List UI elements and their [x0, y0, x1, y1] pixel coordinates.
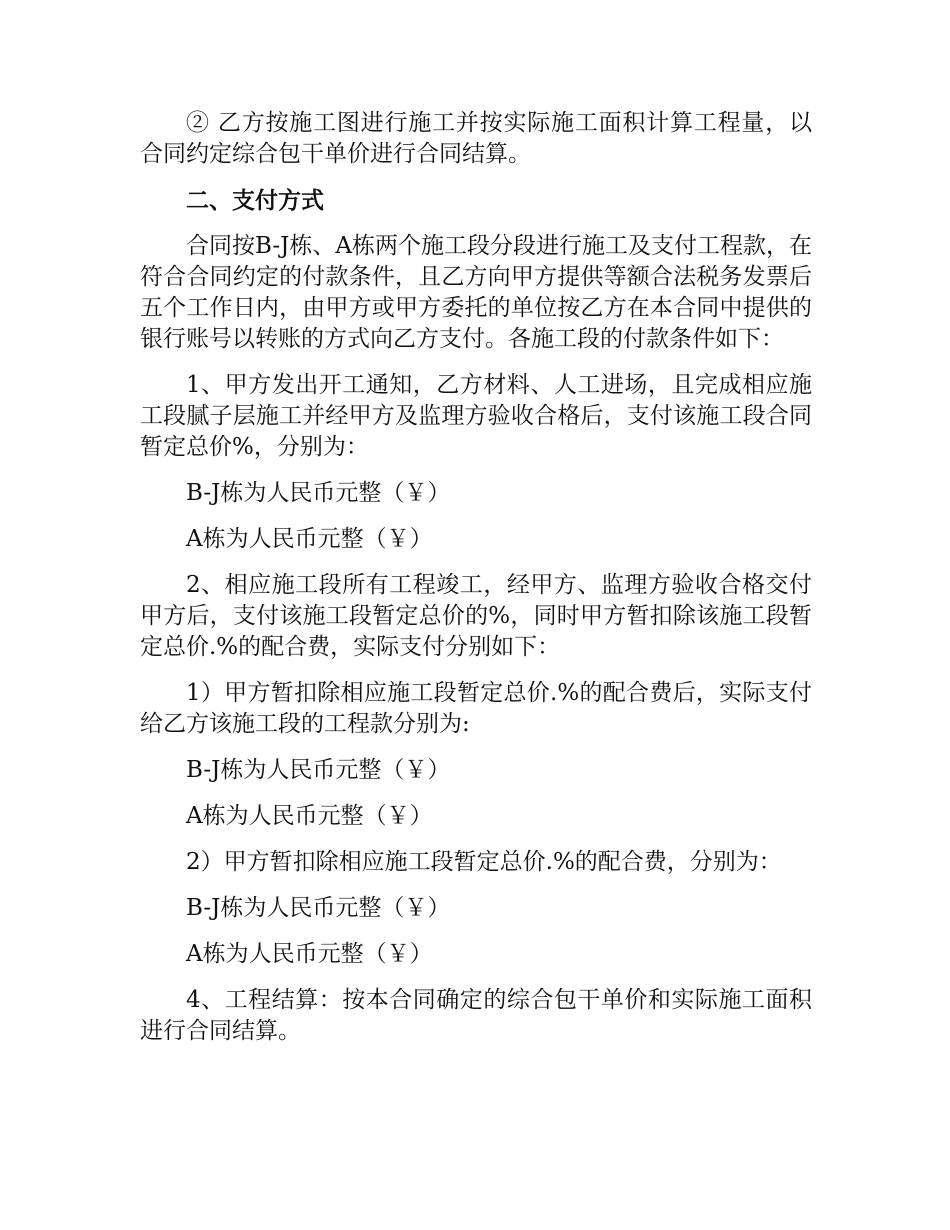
paragraph-payment-overview: 合同按B-J栋、A栋两个施工段分段进行施工及支付工程款，在符合合同约定的付款条件，且乙方向甲方提供等额合法税务发票后五个工作日内，由甲方或甲方委托的单位按乙方在本合同中提供的银行账号以转账的方式向乙方支付。各施工段的付款条件如下： — [140, 233, 812, 352]
paragraph-settlement-method: ② 乙方按施工图进行施工并按实际施工面积计算工程量，以合同约定综合包干单价进行合同结算。 — [140, 110, 812, 167]
paragraph-amount-bj-1: B-J栋为人民币元整（￥） — [186, 480, 451, 506]
paragraph-amount-bj-2: B-J栋为人民币元整（￥） — [186, 757, 451, 783]
paragraph-amount-bj-3: B-J栋为人民币元整（￥） — [186, 895, 451, 921]
paragraph-payment-term-2: 2、相应施工段所有工程竣工，经甲方、监理方验收合格交付甲方后，支付该施工段暂定总价的%，同时甲方暂扣除该施工段暂定总价.%的配合费，实际支付分别如下： — [140, 572, 812, 660]
paragraph-amount-a-3: A栋为人民币元整（￥） — [186, 941, 433, 967]
paragraph-payment-term-1: 1、甲方发出开工通知，乙方材料、人工进场，且完成相应施工段腻子层施工并经甲方及监理方验收合格后，支付该施工段合同暂定总价%，分别为： — [140, 372, 812, 460]
paragraph-final-settlement: 4、工程结算：按本合同确定的综合包干单价和实际施工面积进行合同结算。 — [140, 987, 812, 1044]
document-page — [140, 108, 812, 1062]
paragraph-subterm-1: 1）甲方暂扣除相应施工段暂定总价.%的配合费后，实际支付给乙方该施工段的工程款分别为: — [140, 680, 812, 737]
paragraph-amount-a-1: A栋为人民币元整（￥） — [186, 526, 433, 552]
paragraph-amount-a-2: A栋为人民币元整（￥） — [186, 803, 433, 829]
section-heading-payment: 二、支付方式 — [186, 187, 324, 214]
paragraph-subterm-2: 2）甲方暂扣除相应施工段暂定总价.%的配合费，分别为： — [186, 849, 782, 875]
